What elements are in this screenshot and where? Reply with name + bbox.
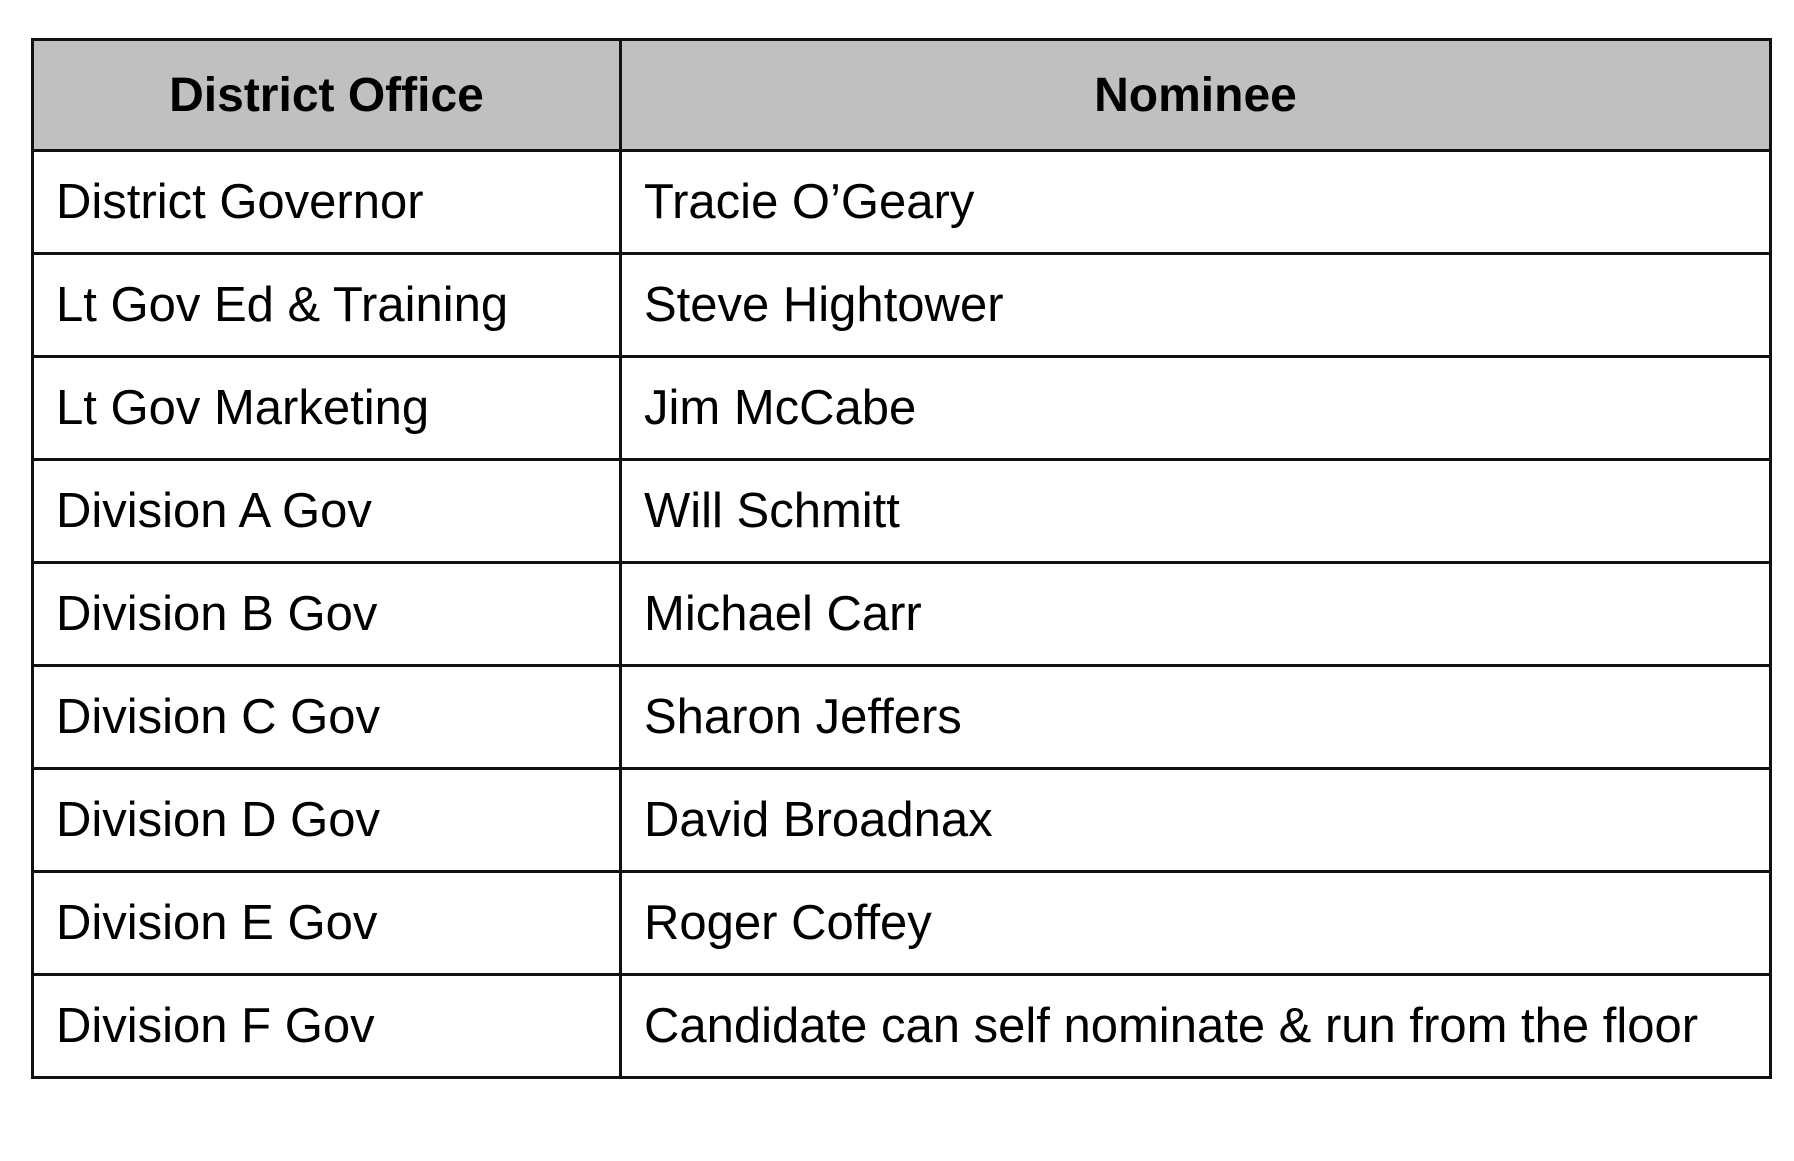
nominee-cell: Tracie O’Geary [621, 151, 1771, 254]
office-cell: Lt Gov Ed & Training [33, 254, 621, 357]
table-header [33, 40, 1771, 151]
office-cell: Division B Gov [33, 563, 621, 666]
office-cell: Division E Gov [33, 872, 621, 975]
nominee-cell: Sharon Jeffers [621, 666, 1771, 769]
office-cell: Division A Gov [33, 460, 621, 563]
nominee-cell: Will Schmitt [621, 460, 1771, 563]
office-cell: Division D Gov [33, 769, 621, 872]
nominee-cell: Candidate can self nominate & run from the floor [621, 975, 1771, 1078]
nominee-cell: Steve Hightower [621, 254, 1771, 357]
column-header-nominee: Nominee [621, 40, 1771, 151]
table-row [33, 666, 1771, 769]
table-row [33, 872, 1771, 975]
office-cell: Lt Gov Marketing [33, 357, 621, 460]
nominee-cell: David Broadnax [621, 769, 1771, 872]
table-row [33, 975, 1771, 1078]
table-row [33, 151, 1771, 254]
nominee-cell: Jim McCabe [621, 357, 1771, 460]
table-row [33, 769, 1771, 872]
table-body [33, 151, 1771, 1078]
nominee-cell: Michael Carr [621, 563, 1771, 666]
nominee-cell: Roger Coffey [621, 872, 1771, 975]
table-row [33, 563, 1771, 666]
column-header-district-office: District Office [33, 40, 621, 151]
table-row [33, 254, 1771, 357]
table-row [33, 460, 1771, 563]
header-row [33, 40, 1771, 151]
nominee-table [31, 38, 1772, 1079]
office-cell: District Governor [33, 151, 621, 254]
office-cell: Division F Gov [33, 975, 621, 1078]
office-cell: Division C Gov [33, 666, 621, 769]
table-row [33, 357, 1771, 460]
